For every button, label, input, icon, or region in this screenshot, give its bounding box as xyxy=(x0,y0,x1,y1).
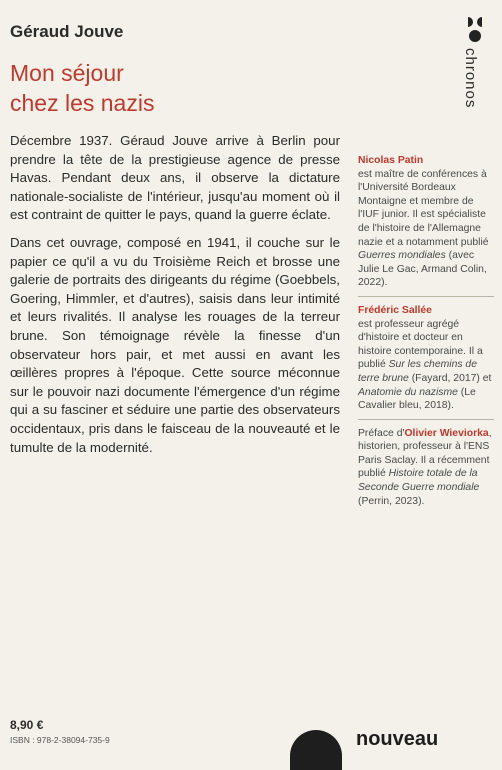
bio-text: (Perrin, 2023). xyxy=(358,495,425,507)
bio-text: est professeur agrégé d'histoire et docteur en histoire contemporaine. Il a publié xyxy=(358,318,483,371)
author-name: Géraud Jouve xyxy=(10,22,124,41)
contributors-sidebar xyxy=(358,154,494,521)
bio-text: (Fayard, 2017) et xyxy=(408,372,492,384)
blurb xyxy=(10,132,340,466)
bio-name: Frédéric Sallée xyxy=(358,304,432,316)
series-name: chronos xyxy=(462,48,479,109)
bio-nicolas-patin xyxy=(358,154,494,297)
title-line-1: Mon séjour xyxy=(10,60,124,86)
bio-text: (avec Julie Le Gac, Armand Colin, 2022). xyxy=(358,250,487,289)
bio-name: Olivier Wieviorka xyxy=(404,427,489,439)
bio-book-title: Sur les chemins de terre brune xyxy=(358,359,477,384)
collection-badge-icon xyxy=(290,730,342,770)
bio-olivier-wieviorka xyxy=(358,427,494,515)
bio-prefix: Préface d' xyxy=(358,427,405,439)
bio-book-title: Histoire totale de la Seconde Guerre mondiale xyxy=(358,468,480,494)
bio-text: , historien, professeur à l'ENS Paris Saclay. Il a récemment publié xyxy=(358,427,492,480)
collection-word: nouveau xyxy=(356,728,439,750)
chronos-logo-icon xyxy=(464,14,486,44)
isbn: ISBN : 978-2-38094-735-9 xyxy=(10,735,110,745)
bio-book-title: Guerres mondiales xyxy=(358,250,446,262)
bio-text: est maître de conférences à l'Université Bordeaux Montaigne et membre de l'IUF junior. Il est spécialiste de l'histoire de l'Allemagne nazie et a notamment publié xyxy=(358,168,489,248)
price: 8,90 € xyxy=(10,718,44,732)
book-title xyxy=(10,58,154,118)
blurb-paragraph-2: Dans cet ouvrage, composé en 1941, il couche sur le papier ce qu'il a vu du Troisième Reich et brosse une galerie de portraits des dirigeants du régime (Goebbels, Goering, Himmler, et d'autres), saisis dans leur intimité et leurs rivalités. Il analyse les rouages de la terreur brune. Son témoignage révèle la finesse d'un observateur hors pair, et met aussi en avant les œillères propres à l'époque. Cette source méconnue sur le pouvoir nazi documente l'émergence d'un régime qui a su fasciner et séduire une partie des observateurs occidentaux, pris dans le faisceau de la nouveauté et le tumulte de la modernité. xyxy=(10,234,340,455)
blurb-paragraph-1: Décembre 1937. Géraud Jouve arrive à Berlin pour prendre la tête de la prestigieuse agence de presse Havas. Pendant deux ans, il observe la dictature nationale-socialiste de l'intérieur, jusqu'au moment où il est contraint de quitter le pays, quand la guerre éclate. xyxy=(10,133,340,223)
title-line-2: chez les nazis xyxy=(10,90,155,116)
bio-frederic-sallee xyxy=(358,304,494,420)
bio-book-title: Anatomie du nazisme xyxy=(358,386,458,398)
bio-name: Nicolas Patin xyxy=(358,155,424,166)
series-mark xyxy=(462,14,488,134)
bio-text: (Le Cavalier bleu, 2018). xyxy=(358,386,476,412)
